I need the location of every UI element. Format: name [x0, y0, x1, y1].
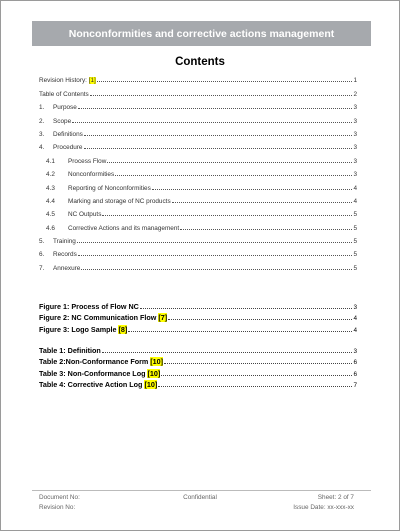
- toc-entry-number: 6.: [39, 251, 45, 259]
- toc-entry-number: 4.6: [46, 224, 55, 232]
- toc-entry-text: Table of Contents: [39, 90, 89, 98]
- toc-entry-number: 4.: [39, 144, 45, 152]
- toc-entry-text: Process Flow: [68, 157, 107, 165]
- figure-entry-text: Figure 2: NC Communication Flow: [39, 313, 159, 322]
- toc-entry-text: Records: [53, 251, 77, 259]
- reference-highlight: [7]: [158, 313, 168, 322]
- table-of-contents: [39, 71, 357, 272]
- toc-entry[interactable]: [39, 192, 357, 205]
- footer-revision-no: Revision No:: [39, 504, 76, 511]
- dot-leader: [84, 148, 353, 149]
- toc-entry-page: 3: [353, 144, 357, 152]
- toc-entry[interactable]: [39, 218, 357, 231]
- toc-entry-page: 5: [353, 251, 357, 259]
- dot-leader: [161, 375, 352, 376]
- toc-entry[interactable]: [39, 111, 357, 124]
- contents-title: Contents: [175, 56, 225, 68]
- figure-entry-text: Figure 3: Logo Sample: [39, 324, 119, 334]
- toc-entry-label: [39, 91, 89, 98]
- dot-leader: [172, 202, 353, 203]
- dot-leader: [72, 122, 352, 123]
- table-entry-label: [39, 357, 163, 366]
- toc-entry-label: [39, 118, 71, 125]
- toc-entry[interactable]: [39, 178, 357, 191]
- toc-entry-label: [39, 185, 151, 192]
- toc-entry[interactable]: [39, 125, 357, 138]
- dot-leader: [115, 175, 352, 176]
- toc-entry[interactable]: [39, 245, 357, 258]
- footer-divider: [32, 490, 371, 491]
- dot-leader: [152, 189, 353, 190]
- toc-entry[interactable]: [39, 205, 357, 218]
- dot-leader: [77, 242, 353, 243]
- dot-leader: [180, 229, 352, 230]
- dot-leader: [78, 255, 353, 256]
- dot-leader: [102, 352, 353, 353]
- toc-entry-page: 5: [353, 264, 357, 272]
- toc-entry-text: Definitions: [53, 130, 83, 138]
- list-of-figures: [39, 299, 357, 334]
- toc-entry-text: Marking and storage of NC products: [68, 197, 171, 205]
- toc-entry-label: [39, 198, 171, 205]
- toc-entry-page: 5: [353, 224, 357, 232]
- toc-entry-page: 3: [353, 104, 357, 112]
- toc-entry[interactable]: [39, 165, 357, 178]
- toc-entry-text: Annexure: [53, 264, 81, 272]
- toc-entry-label: [39, 77, 96, 84]
- toc-entry-page: 4: [353, 184, 357, 192]
- reference-highlight: [8]: [118, 324, 128, 334]
- figure-entry-page: 3: [353, 303, 357, 311]
- list-of-tables: [39, 343, 357, 389]
- table-entry-page: 3: [353, 347, 357, 355]
- toc-entry-number: 3.: [39, 130, 45, 138]
- table-entry[interactable]: [39, 366, 357, 378]
- figure-entry[interactable]: [39, 322, 357, 334]
- toc-entry-text: Corrective Actions and its management: [68, 224, 180, 232]
- toc-entry-text: Nonconformities: [68, 171, 115, 179]
- toc-entry-page: 3: [353, 171, 357, 179]
- table-entry[interactable]: [39, 355, 357, 367]
- toc-entry-page: 4: [353, 197, 357, 205]
- toc-entry-number: 4.3: [46, 184, 55, 192]
- figure-entry-text: Figure 1: Process of Flow NC: [39, 301, 139, 311]
- table-entry-text: Table 4: Corrective Action Log: [39, 380, 145, 389]
- table-entry-label: [39, 380, 157, 389]
- footer-issue-date: Issue Date: xx-xxx-xx: [293, 504, 354, 511]
- toc-entry-page: 5: [353, 211, 357, 219]
- toc-entry-label: [39, 251, 77, 258]
- toc-entry-label: [39, 171, 114, 178]
- toc-entry-label: [39, 104, 77, 111]
- reference-highlight: [1]: [88, 77, 96, 85]
- footer-document-no: Document No:: [39, 494, 80, 501]
- figure-entry-page: 4: [353, 315, 357, 322]
- toc-entry-page: 2: [353, 90, 357, 98]
- table-entry-page: 7: [353, 382, 357, 389]
- toc-entry-page: 3: [353, 130, 357, 138]
- figure-entry-label: [39, 302, 139, 311]
- table-entry-text: Table 2:Non-Conformance Form: [39, 357, 151, 366]
- dot-leader: [90, 95, 353, 96]
- toc-entry[interactable]: [39, 258, 357, 271]
- toc-entry-text: Revision History:: [39, 77, 89, 85]
- header-banner: [32, 21, 371, 46]
- toc-entry-number: 1.: [39, 104, 45, 112]
- toc-entry-number: 4.2: [46, 171, 55, 179]
- table-entry-label: [39, 369, 160, 378]
- dot-leader: [107, 162, 352, 163]
- toc-entry[interactable]: [39, 98, 357, 111]
- table-entry-label: [39, 346, 101, 355]
- toc-entry-text: Scope: [53, 117, 72, 125]
- reference-highlight: [10]: [150, 357, 164, 366]
- dot-leader: [78, 108, 353, 109]
- dot-leader: [81, 269, 352, 270]
- toc-entry-text: Purpose: [53, 104, 77, 112]
- footer-right: [293, 494, 354, 514]
- toc-entry-number: 4.5: [46, 211, 55, 219]
- toc-entry-label: [39, 144, 83, 151]
- toc-entry-number: 2.: [39, 117, 45, 125]
- toc-entry-number: 7.: [39, 264, 45, 272]
- toc-entry[interactable]: [39, 71, 357, 84]
- table-entry-page: 6: [353, 359, 357, 366]
- toc-entry-label: [39, 131, 83, 138]
- toc-entry-page: 1: [353, 77, 357, 85]
- table-entry[interactable]: [39, 378, 357, 390]
- toc-entry-label: [39, 225, 179, 232]
- toc-entry-text: NC Outputs: [68, 211, 102, 219]
- toc-entry[interactable]: [39, 232, 357, 245]
- toc-entry[interactable]: [39, 151, 357, 164]
- toc-entry-label: [39, 158, 106, 165]
- dot-leader: [102, 215, 352, 216]
- table-entry-page: 6: [353, 370, 357, 378]
- toc-entry-number: 4.1: [46, 157, 55, 165]
- toc-entry-label: [39, 211, 101, 218]
- toc-entry-page: 3: [353, 117, 357, 125]
- table-entry-text: Table 1: Definition: [39, 345, 101, 355]
- figure-entry[interactable]: [39, 311, 357, 323]
- toc-entry-page: 5: [353, 238, 357, 246]
- table-entry-text: Table 3: Non-Conformance Log: [39, 368, 148, 378]
- header-title: Nonconformities and corrective actions management: [68, 27, 335, 40]
- table-entry[interactable]: [39, 343, 357, 355]
- toc-entry-label: [39, 265, 80, 272]
- figure-entry-label: [39, 313, 167, 322]
- reference-highlight: [10]: [144, 380, 158, 389]
- toc-entry-text: Procedure: [53, 144, 83, 152]
- dot-leader: [128, 331, 352, 332]
- toc-entry-text: Training: [53, 238, 76, 246]
- footer-confidential: Confidential: [183, 494, 217, 501]
- dot-leader: [168, 319, 352, 320]
- figure-entry[interactable]: [39, 299, 357, 311]
- figure-entry-page: 4: [353, 326, 357, 334]
- footer-sheet: Sheet: 2 of 7: [317, 494, 354, 501]
- dot-leader: [158, 386, 352, 387]
- toc-entry-number: 4.4: [46, 197, 55, 205]
- figure-entry-label: [39, 325, 127, 334]
- dot-leader: [84, 135, 353, 136]
- dot-leader: [97, 81, 353, 82]
- toc-entry-number: 5.: [39, 238, 45, 246]
- toc-entry[interactable]: [39, 84, 357, 97]
- reference-highlight: [10]: [147, 368, 161, 378]
- toc-entry-page: 3: [353, 157, 357, 165]
- toc-entry-text: Reporting of Nonconformities: [68, 184, 151, 192]
- toc-entry[interactable]: [39, 138, 357, 151]
- dot-leader: [140, 308, 353, 309]
- toc-entry-label: [39, 238, 76, 245]
- dot-leader: [164, 363, 352, 364]
